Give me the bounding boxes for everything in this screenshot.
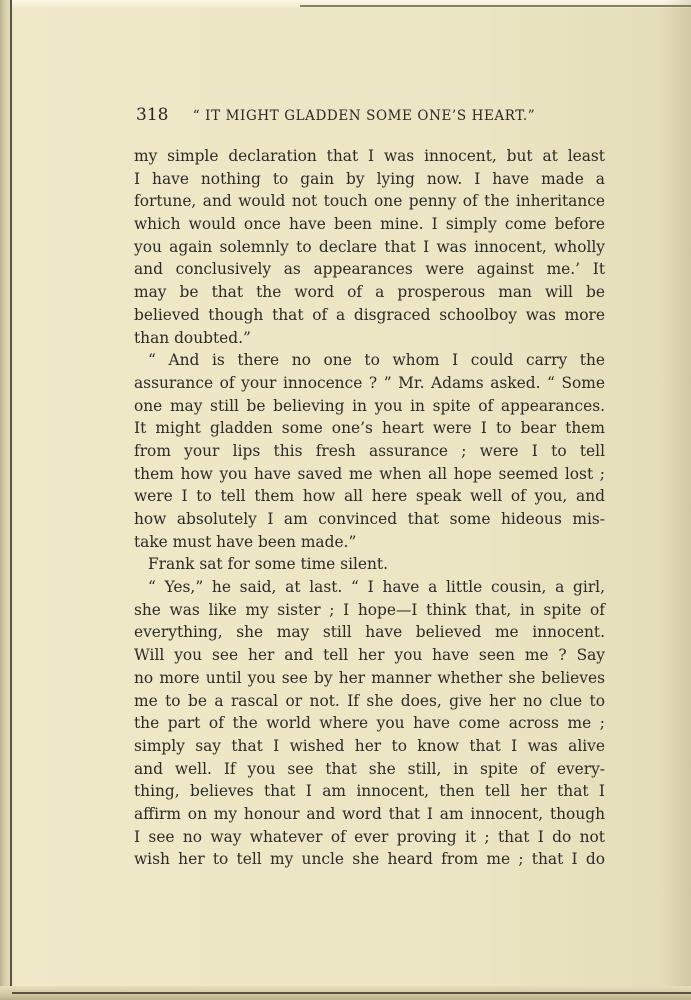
page-top-stroke xyxy=(300,5,691,7)
text-line: affirm on my honour and word that I am innocent, though xyxy=(134,804,605,823)
text-line: may be that the word of a prosperous man will be xyxy=(134,283,605,302)
text-line: and well. If you see that she still, in spite of every- xyxy=(134,759,605,778)
page-number: 318 xyxy=(136,105,169,125)
text-line: wish her to tell my uncle she heard from me ; that I do xyxy=(134,850,605,869)
text-line: how absolutely I am convinced that some hideous mis- xyxy=(134,510,605,528)
page-bottom-line xyxy=(12,992,691,994)
running-title: “ IT MIGHT GLADDEN SOME ONE’S HEART.” xyxy=(192,108,536,124)
text-line: which would once have been mine. I simply come before xyxy=(134,215,605,234)
text-line: than doubted.” xyxy=(134,328,251,347)
text-line: thing, believes that I am innocent, then tell her that I xyxy=(134,782,605,801)
text-line: “ And is there no one to whom I could carry the xyxy=(148,351,605,370)
body-text xyxy=(134,145,605,871)
text-line: from your lips this fresh assurance ; were I to tell xyxy=(134,441,605,460)
text-line: believed though that of a disgraced schoolboy was more xyxy=(134,305,605,324)
text-line: she was like my sister ; I hope—I think that, in spite of xyxy=(134,600,605,619)
text-line: everything, she may still have believed me innocent. xyxy=(134,623,605,642)
text-line: me to be a rascal or not. If she does, give her no clue to xyxy=(134,691,605,710)
page-spine-line xyxy=(10,0,12,1000)
text-line: I have nothing to gain by lying now. I have made a xyxy=(134,169,605,188)
text-line: simply say that I wished her to know that I was alive xyxy=(134,736,605,755)
page-right-shadow xyxy=(663,0,691,1000)
text-line: “ Yes,” he said, at last. “ I have a little cousin, a girl, xyxy=(148,578,605,597)
running-head xyxy=(136,103,606,127)
text-line: fortune, and would not touch one penny of the inheritance xyxy=(134,192,605,211)
text-line: take must have been made.” xyxy=(134,532,357,551)
text-line: were I to tell them how all here speak well of you, and xyxy=(134,487,605,506)
text-line: Will you see her and tell her you have seen me ? Say xyxy=(134,646,605,665)
text-line: no more until you see by her manner whether she believes xyxy=(134,668,605,687)
text-line: and conclusively as appearances were against me.’ It xyxy=(134,260,605,279)
text-line: Frank sat for some time silent. xyxy=(148,555,389,574)
text-line: assurance of your innocence ? ” Mr. Adams asked. “ Some xyxy=(134,373,605,392)
text-line: them how you have saved me when all hope seemed lost ; xyxy=(134,464,605,483)
text-line: you again solemnly to declare that I was innocent, wholly xyxy=(134,237,605,256)
text-line: one may still be believing in you in spite of appearances. xyxy=(134,396,605,415)
text-line: It might gladden some one’s heart were I to bear them xyxy=(134,419,605,438)
text-line: the part of the world where you have come across me ; xyxy=(134,714,605,733)
text-line: I see no way whatever of ever proving it ; that I do not xyxy=(134,827,605,846)
text-line: my simple declaration that I was innocent, but at least xyxy=(134,147,605,165)
